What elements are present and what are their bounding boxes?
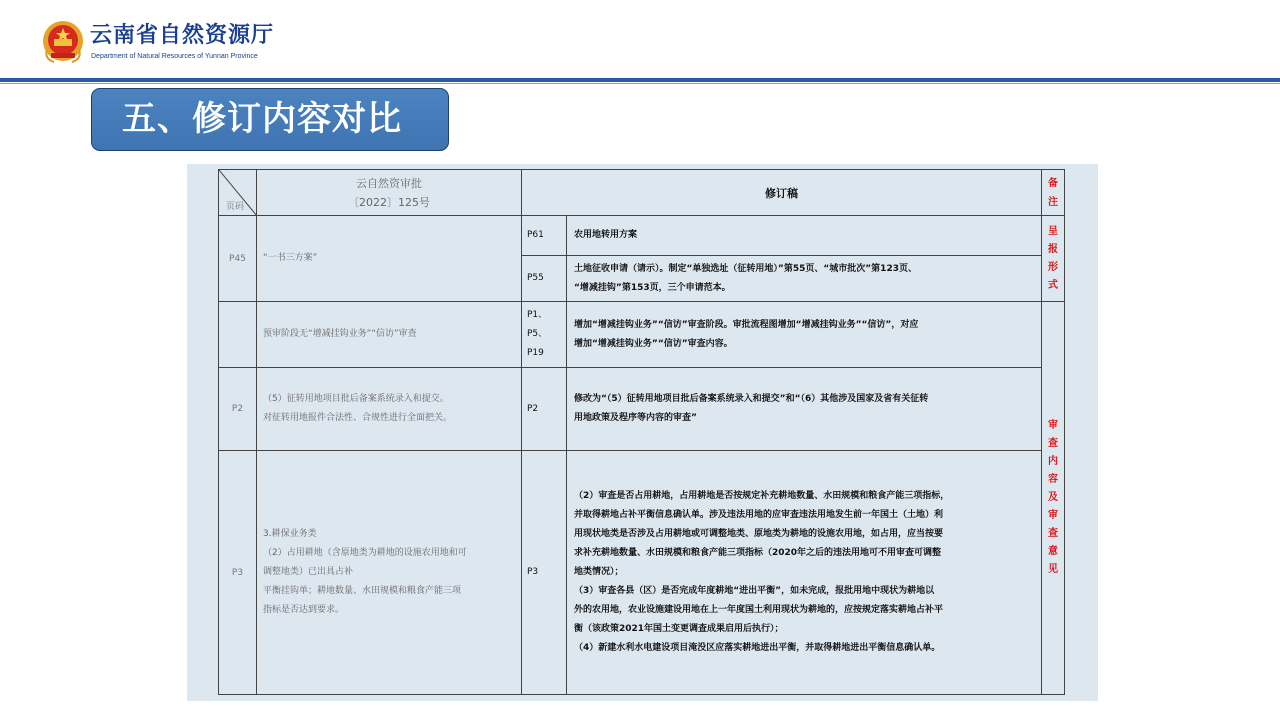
- original-doc-number: 〔2022〕125号: [348, 195, 430, 209]
- header-divider: [0, 78, 1280, 82]
- table-row: [219, 368, 1065, 451]
- revision-text: [567, 368, 1042, 451]
- revision-text: [567, 451, 1042, 695]
- revision-line: 求补充耕地数量、水田规模和粮食产能三项指标（2020年之后的违法用地可不用审查可调整: [574, 548, 942, 558]
- row-page: [219, 302, 257, 368]
- revision-line: （4）新建水利水电建设项目淹没区应落实耕地进出平衡，并取得耕地进出平衡信息确认单。: [574, 643, 941, 653]
- original-doc-name: 云自然资审批: [356, 176, 422, 190]
- table-header-row: [219, 170, 1065, 216]
- merged-remark: [1042, 302, 1065, 695]
- row-original-text: [257, 368, 522, 451]
- revision-line: 增加“增减挂钩业务”“信访”审查阶段。审批流程图增加“增减挂钩业务”“信访”，对应: [574, 319, 919, 330]
- original-column-header: [257, 170, 522, 216]
- remarks-column-header: [1042, 170, 1065, 216]
- revision-line: 地类情况）；: [574, 567, 624, 577]
- revision-line: 修改为“（5）征转用地项目批后备案系统录入和提交”和“（6）其他涉及国家及省有关征转: [574, 394, 929, 404]
- remarks-header-label: 备注: [1048, 177, 1058, 208]
- org-name: 云南省自然资源厅: [90, 22, 275, 48]
- original-line: “一书三方案”: [263, 253, 318, 263]
- remark-text: 审查内容及审查意见: [1048, 420, 1058, 575]
- page-column-header: [219, 170, 257, 216]
- revised-column-header: 修订稿: [522, 170, 1042, 216]
- original-line: 调整地类）已出具占补: [263, 567, 354, 577]
- revision-line: （3）审查各县（区）是否完成年度耕地“进出平衡”，如未完成，报批用地中现状为耕地以: [574, 586, 935, 596]
- revision-page: P61: [522, 216, 567, 256]
- row-remark: [1042, 216, 1065, 302]
- revision-page-line: P1、P5、: [527, 310, 548, 339]
- revision-comparison-table: [218, 169, 1065, 695]
- revision-page: P2: [522, 368, 567, 451]
- original-line: （2）占用耕地（含原地类为耕地的设施农用地和可: [263, 548, 467, 558]
- original-line: 指标是否达到要求。: [263, 605, 345, 615]
- org-name-english: Department of Natural Resources of Yunnan Province: [91, 53, 258, 60]
- row-original-text: [257, 451, 522, 695]
- row-original-text: [257, 302, 522, 368]
- original-line: （5）征转用地项目批后备案系统录入和提交。: [263, 394, 449, 404]
- revision-text: [567, 256, 1042, 302]
- revision-text: [567, 216, 1042, 256]
- row-original-text: [257, 216, 522, 302]
- header-divider-thin: [0, 83, 1280, 84]
- row-page: P3: [219, 451, 257, 695]
- table-row: [219, 302, 1065, 368]
- revision-page: P3: [522, 451, 567, 695]
- page-column-label: 页码: [226, 202, 245, 212]
- revision-page-line: P19: [527, 348, 544, 358]
- table-row: [219, 216, 1065, 256]
- original-line: 对征转用地报件合法性、合规性进行全面把关。: [263, 413, 453, 423]
- national-emblem-icon: [42, 19, 84, 65]
- revision-line: 增加“增减挂钩业务”“信访”审查内容。: [574, 338, 733, 349]
- revision-line: （2）审查是否占用耕地，占用耕地是否按规定补充耕地数量、水田规模和粮食产能三项指标，: [574, 491, 950, 501]
- remark-text: 呈报形式: [1048, 225, 1058, 291]
- original-line: 3.耕保业务类: [263, 529, 317, 539]
- revision-line: 用地政策及程序等内容的审查”: [574, 413, 697, 423]
- revision-page: [522, 302, 567, 368]
- revision-text: [567, 302, 1042, 368]
- row-page: P2: [219, 368, 257, 451]
- revision-line: 用现状地类是否涉及占用耕地或可调整地类、原地类为耕地的设施农用地，如占用，应当按要: [574, 529, 944, 539]
- table-row: [219, 451, 1065, 695]
- row-page: P45: [219, 216, 257, 302]
- revision-line: 并取得耕地占补平衡信息确认单。涉及违法用地的应审查违法用地发生前一年国土（土地）利: [574, 510, 944, 520]
- revision-line: 外的农用地，农业设施建设用地在上一年度国土利用现状为耕地的，应按规定落实耕地占补平: [574, 605, 944, 615]
- original-line: 预审阶段无“增减挂钩业务”“信访”审查: [263, 329, 417, 339]
- revision-line: 衡（该政策2021年国土变更调查成果启用后执行）；: [574, 624, 784, 634]
- revision-page: P55: [522, 256, 567, 302]
- revision-line: “增减挂钩”第153页，三个申请范本。: [574, 282, 731, 293]
- page-header: [0, 0, 1280, 86]
- revision-line: 土地征收申请（请示）。制定“单独选址（征转用地）”第55页、“城市批次”第123页、: [574, 263, 917, 274]
- section-title: 五、修订内容对比: [91, 88, 449, 151]
- original-line: 平衡挂钩单；耕地数量、水田规模和粮食产能三项: [263, 586, 462, 596]
- revision-line: 农用地转用方案: [574, 230, 638, 240]
